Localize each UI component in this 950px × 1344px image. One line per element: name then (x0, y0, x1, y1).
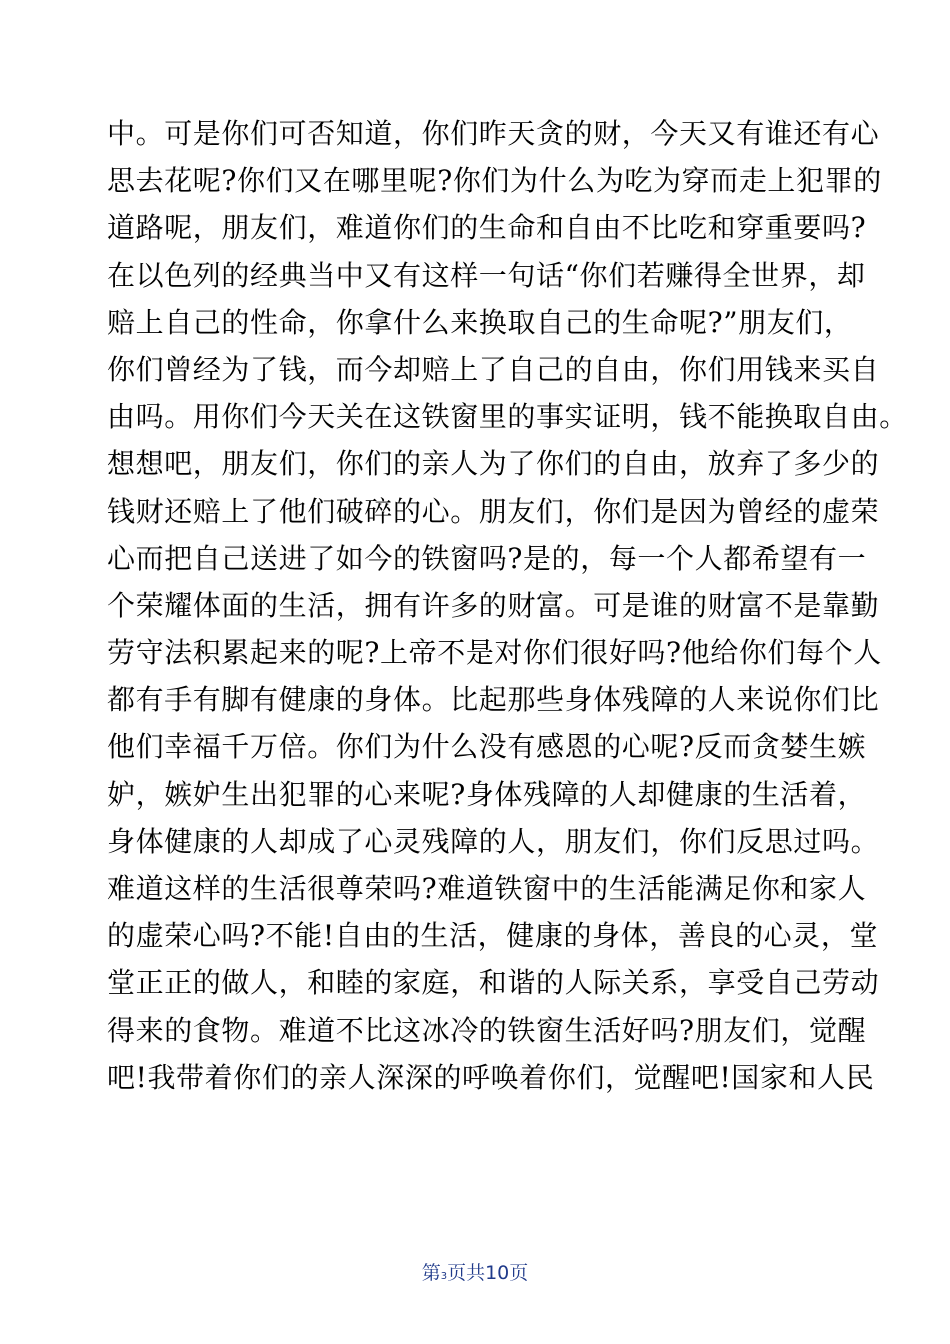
text-line: 中。可是你们可否知道，你们昨天贪的财，今天又有谁还有心 (107, 117, 880, 150)
text-line: 心而把自己送进了如今的铁窗吗?是的，每一个人都希望有一 (107, 541, 867, 575)
text-line: 他们幸福千万倍。你们为什么没有感恩的心呢?反而贪婪生嫉 (107, 730, 867, 764)
text-line: 思去花呢?你们又在哪里呢?你们为什么为吃为穿而走上犯罪的 (107, 164, 882, 198)
text-line: 吧!我带着你们的亲人深深的呼唤着你们，觉醒吧!国家和人民 (107, 1060, 875, 1094)
footer-page-number: 3 (440, 1271, 448, 1282)
footer-prefix: 第 (421, 1262, 441, 1284)
text-line: 个荣耀体面的生活，拥有许多的财富。可是谁的财富不是靠勤 (107, 588, 880, 622)
text-line: 身体健康的人却成了心灵残障的人，朋友们，你们反思过吗。 (107, 824, 880, 858)
text-line: 得来的食物。难道不比这冰冷的铁窗生活好吗?朋友们，觉醒 (107, 1013, 867, 1047)
page-footer (0, 1258, 950, 1285)
text-line: 道路呢，朋友们，难道你们的生命和自由不比吃和穿重要吗? (107, 211, 867, 245)
footer-total-pages: 10 (485, 1262, 510, 1284)
body-text (107, 110, 908, 1101)
text-line: 钱财还赔上了他们破碎的心。朋友们，你们是因为曾经的虚荣 (107, 494, 880, 528)
text-line: 由吗。用你们今天关在这铁窗里的事实证明，钱不能换取自由。 (107, 400, 908, 434)
text-line: 难道这样的生活很尊荣吗?难道铁窗中的生活能满足你和家人 (107, 872, 867, 905)
text-line: 妒，嫉妒生出犯罪的心来呢?身体残障的人却健康的生活着， (107, 777, 867, 811)
text-line: 在以色列的经典当中又有这样一句话“你们若赚得全世界，却 (107, 258, 866, 292)
text-line: 赔上自己的性命，你拿什么来换取自己的生命呢?”朋友们， (107, 305, 853, 339)
text-line: 想想吧，朋友们，你们的亲人为了你们的自由，放弃了多少的 (107, 447, 880, 481)
text-line: 堂正正的做人，和睦的家庭，和谐的人际关系，享受自己劳动 (107, 966, 880, 1000)
text-line: 的虚荣心吗?不能!自由的生活，健康的身体，善良的心灵，堂 (107, 919, 879, 953)
text-line: 劳守法积累起来的呢?上帝不是对你们很好吗?他给你们每个人 (107, 636, 882, 670)
text-line: 都有手有脚有健康的身体。比起那些身体残障的人来说你们比 (107, 683, 880, 717)
text-line: 你们曾经为了钱，而今却赔上了自己的自由，你们用钱来买自 (107, 352, 880, 386)
footer-middle: 页共 (447, 1262, 486, 1284)
footer-suffix: 页 (509, 1262, 529, 1284)
